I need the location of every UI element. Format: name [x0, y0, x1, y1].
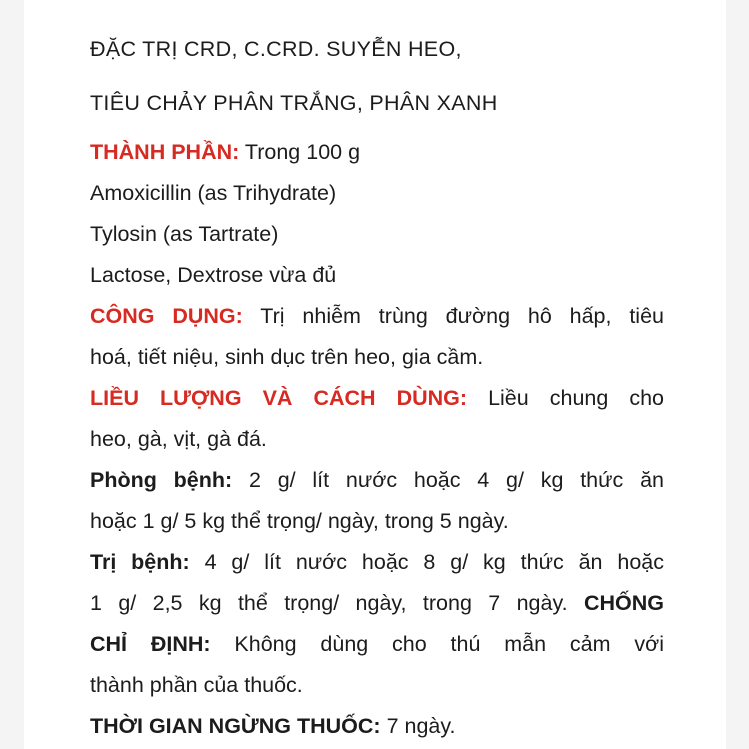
contraindication-line-1 [90, 624, 664, 665]
composition-text: Trong 100 g [244, 140, 361, 164]
contraindication-label-part1: CHỐNG [583, 591, 664, 615]
product-label-text [90, 30, 664, 747]
dosage-text-1: Liều chung cho [488, 386, 664, 410]
composition-label: THÀNH PHẦN: [90, 140, 240, 164]
treatment-line-2 [90, 583, 664, 624]
treatment-line-1 [90, 542, 664, 583]
usage-line-2: hoá, tiết niệu, sinh dục trên heo, gia cầm. [90, 345, 484, 369]
withdrawal-text: 7 ngày. [386, 714, 456, 738]
treatment-text-2: 1 g/ 2,5 kg thể trọng/ ngày, trong 7 ngày. [90, 591, 568, 615]
dosage-label: LIỀU LƯỢNG VÀ CÁCH DÙNG: [90, 386, 468, 410]
prevention-label: Phòng bệnh: [90, 468, 233, 492]
document-page [24, 0, 726, 749]
composition-item: Tylosin (as Tartrate) [90, 222, 279, 246]
prevention-line-2: hoặc 1 g/ 5 kg thể trọng/ ngày, trong 5 ngày. [90, 509, 509, 533]
composition-line [90, 132, 664, 173]
usage-text-1: Trị nhiễm trùng đường hô hấp, tiêu [260, 304, 664, 328]
dosage-line-2: heo, gà, vịt, gà đá. [90, 427, 267, 451]
composition-item: Amoxicillin (as Trihydrate) [90, 181, 337, 205]
header-line-2: TIÊU CHẢY PHÂN TRẮNG, PHÂN XANH [90, 91, 498, 115]
withdrawal-line [90, 706, 664, 747]
dosage-line-1 [90, 378, 664, 419]
contraindication-line-2: thành phần của thuốc. [90, 673, 303, 697]
header-line-1: ĐẶC TRỊ CRD, C.CRD. SUYỄN HEO, [90, 37, 462, 61]
withdrawal-label: THỜI GIAN NGỪNG THUỐC: [90, 714, 381, 738]
composition-item: Lactose, Dextrose vừa đủ [90, 263, 337, 287]
usage-line-1 [90, 296, 664, 337]
contraindication-text-1: Không dùng cho thú mẫn cảm với [234, 632, 664, 656]
contraindication-label-part2: CHỈ ĐỊNH: [90, 632, 211, 656]
prevention-text-1: 2 g/ lít nước hoặc 4 g/ kg thức ăn [248, 468, 664, 492]
usage-label: CÔNG DỤNG: [90, 304, 243, 328]
treatment-label: Trị bệnh: [90, 550, 190, 574]
treatment-text-1: 4 g/ lít nước hoặc 8 g/ kg thức ăn hoặc [204, 550, 664, 574]
prevention-line-1 [90, 460, 664, 501]
